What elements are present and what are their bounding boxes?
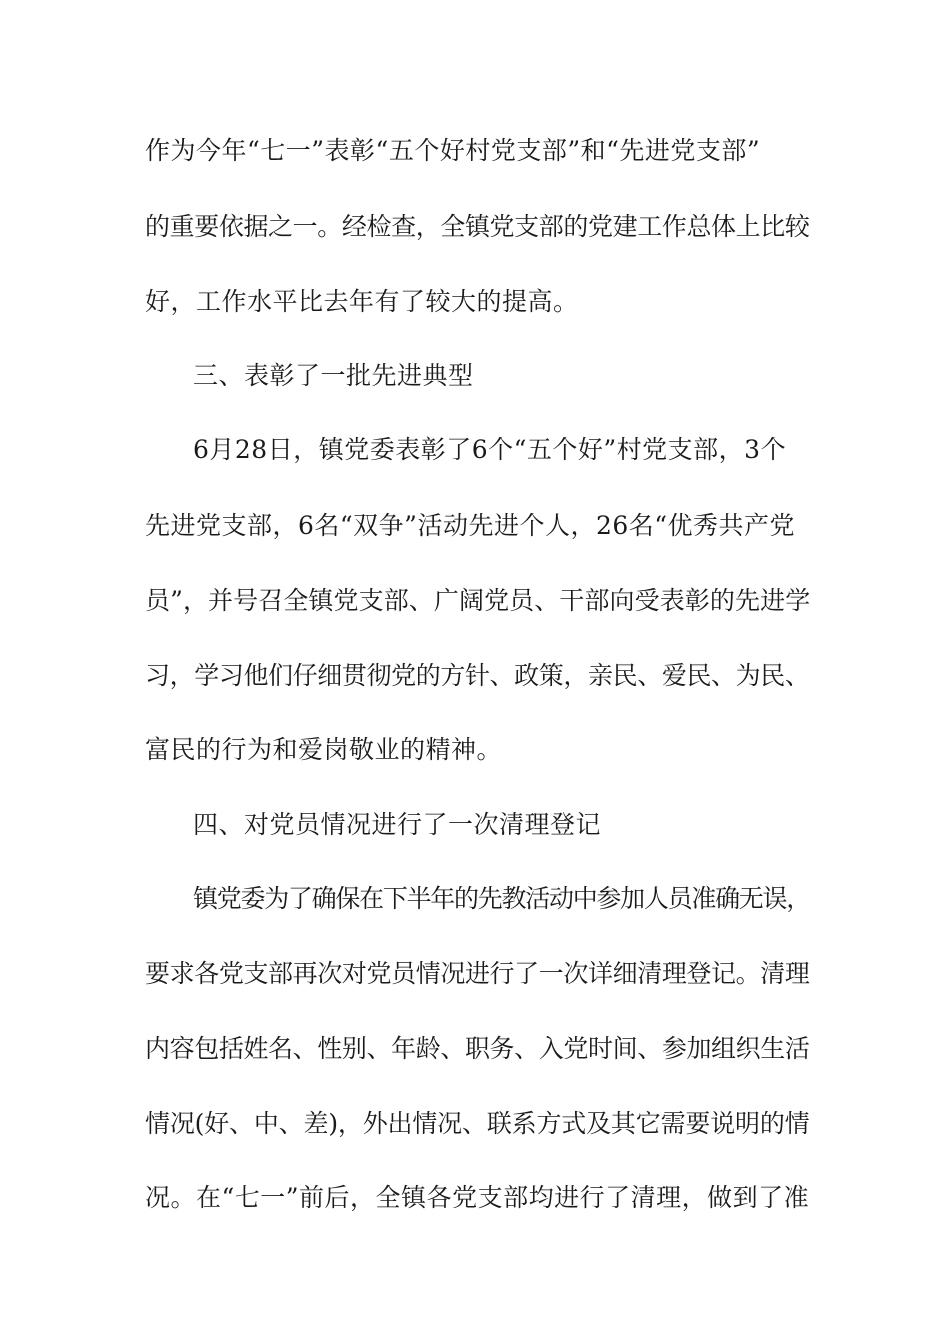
paragraph-line: 习，学习他们仔细贯彻党的方针、政策，亲民、爱民、为民、 [145,661,810,690]
paragraph-line: 镇党委为了确保在下半年的先教活动中参加人员准确无误， [193,884,811,913]
paragraph-line: 富民的行为和爱岗敬业的精神。 [145,735,503,764]
section-heading: 四、对党员情况进行了一次清理登记 [193,810,602,839]
paragraph-line: 要求各党支部再次对党员情况进行了一次详细清理登记。清理 [145,959,810,988]
paragraph-line: 好，工作水平比去年有了较大的提高。 [145,287,579,316]
paragraph-line: 6月28日，镇党委表彰了6个“五个好”村党支部，3个 [193,435,787,464]
section-heading: 三、表彰了一批先进典型 [193,361,474,390]
paragraph-line: 作为今年“七一”表彰“五个好村党支部”和“先进党支部” [145,136,761,165]
paragraph-line: 情况(好、中、差)，外出情况、联系方式及其它需要说明的情 [145,1109,810,1138]
paragraph-line: 先进党支部，6名“双争”活动先进个人，26名“优秀共产党 [145,511,796,540]
paragraph-line: 的重要依据之一。经检查，全镇党支部的党建工作总体上比较 [145,212,810,241]
paragraph-line: 况。在“七一”前后，全镇各党支部均进行了清理，做到了准 [145,1183,810,1212]
paragraph-line: 员”，并号召全镇党支部、广阔党员、干部向受表彰的先进学 [145,586,811,615]
paragraph-line: 内容包括姓名、性别、年龄、职务、入党时间、参加组织生活 [145,1034,810,1063]
